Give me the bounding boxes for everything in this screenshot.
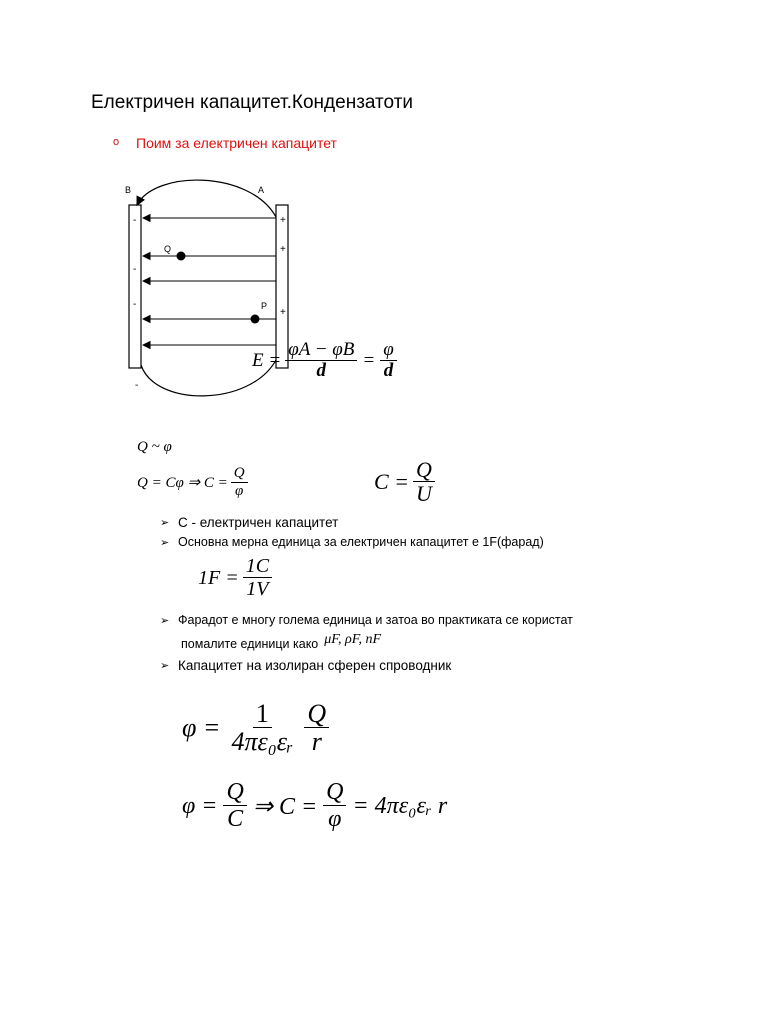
formula-numerator: φ (380, 340, 397, 361)
arrow-bullet-icon: ➢ (160, 517, 170, 529)
label-q: Q (164, 244, 172, 254)
formula-lhs: C = (374, 469, 410, 495)
formula-field-strength (252, 340, 397, 382)
minus-sign: - (133, 264, 137, 275)
plate-b (129, 205, 141, 368)
formula-denominator: d (383, 359, 394, 381)
section-subtitle: Поим за електричен капацитет (136, 135, 337, 151)
formula-capacitance-voltage (374, 458, 435, 506)
formula-numerator: 1 (253, 700, 272, 728)
formula-lhs: E = (252, 349, 282, 371)
plus-sign: + (280, 307, 286, 318)
bullet-text: Капацитет на изолиран сферен спроводник (178, 658, 452, 673)
bullet-text: С - електричен капацитет (178, 515, 339, 530)
units-formula: μF, ρF, nF (324, 632, 382, 647)
formula-denominator: C (227, 806, 244, 833)
minus-sign: - (135, 380, 139, 391)
bullet-text: помалите единици како (181, 637, 319, 651)
list-item-continuation (181, 632, 382, 652)
list-item (160, 613, 573, 627)
formula-denominator: φ (328, 806, 342, 833)
formula-equals: = (362, 349, 376, 371)
list-item (160, 658, 451, 673)
formula-numerator: φA − φB (285, 340, 357, 361)
formula-result: = 4πε₀εᵣ r (352, 792, 448, 819)
formula-denominator: r (311, 727, 322, 757)
formula-implies: ⇒ C = (252, 793, 318, 820)
arrow-bullet-icon: ➢ (160, 536, 170, 549)
charge-p (251, 315, 260, 324)
formula-sphere-potential (182, 700, 329, 757)
formula-numerator: Q (231, 466, 248, 483)
formula-denominator: 1V (246, 578, 269, 600)
label-b: B (125, 185, 132, 195)
formula-lhs: φ = (182, 792, 218, 819)
plus-sign: + (280, 215, 286, 226)
circle-bullet-icon: o (113, 136, 120, 148)
bullet-text: Фарадот е многу голема единица и затоа во практиката се користат (178, 613, 573, 627)
arrow-bullet-icon: ➢ (160, 660, 170, 672)
formula-lhs: φ = (182, 713, 221, 743)
field-arc-top (137, 180, 276, 217)
plus-sign: + (280, 244, 286, 255)
formula-denominator: U (416, 481, 432, 507)
arrow-bullet-icon: ➢ (160, 614, 170, 627)
minus-sign: - (133, 299, 137, 310)
formula-denominator: 4πε₀εᵣ (231, 727, 294, 757)
formula-proportionality: Q ~ φ (137, 439, 172, 455)
list-item (160, 535, 544, 549)
formula-numerator: 1C (243, 556, 272, 578)
formula-capacitance-definition (137, 466, 248, 499)
label-a: A (258, 185, 265, 195)
minus-sign: - (133, 215, 137, 226)
bullet-text: Основна мерна единица за електричен капацитет е 1F(фарад) (178, 535, 544, 549)
formula-sphere-capacitance (182, 780, 447, 833)
formula-lhs: 1F = (198, 566, 239, 589)
list-item (160, 515, 338, 530)
page-title: Електричен капацитет.Кондензатоти (91, 92, 414, 113)
formula-denominator: d (316, 359, 327, 381)
formula-lhs: Q = Cφ ⇒ C = (137, 475, 228, 492)
formula-numerator: Q (413, 458, 435, 482)
formula-farad (198, 556, 272, 600)
formula-numerator: Q (323, 780, 346, 806)
formula-denominator: φ (234, 482, 244, 499)
label-p: P (261, 301, 268, 311)
formula-numerator: Q (304, 700, 329, 728)
formula-numerator: Q (223, 780, 246, 806)
charge-q (177, 252, 186, 261)
